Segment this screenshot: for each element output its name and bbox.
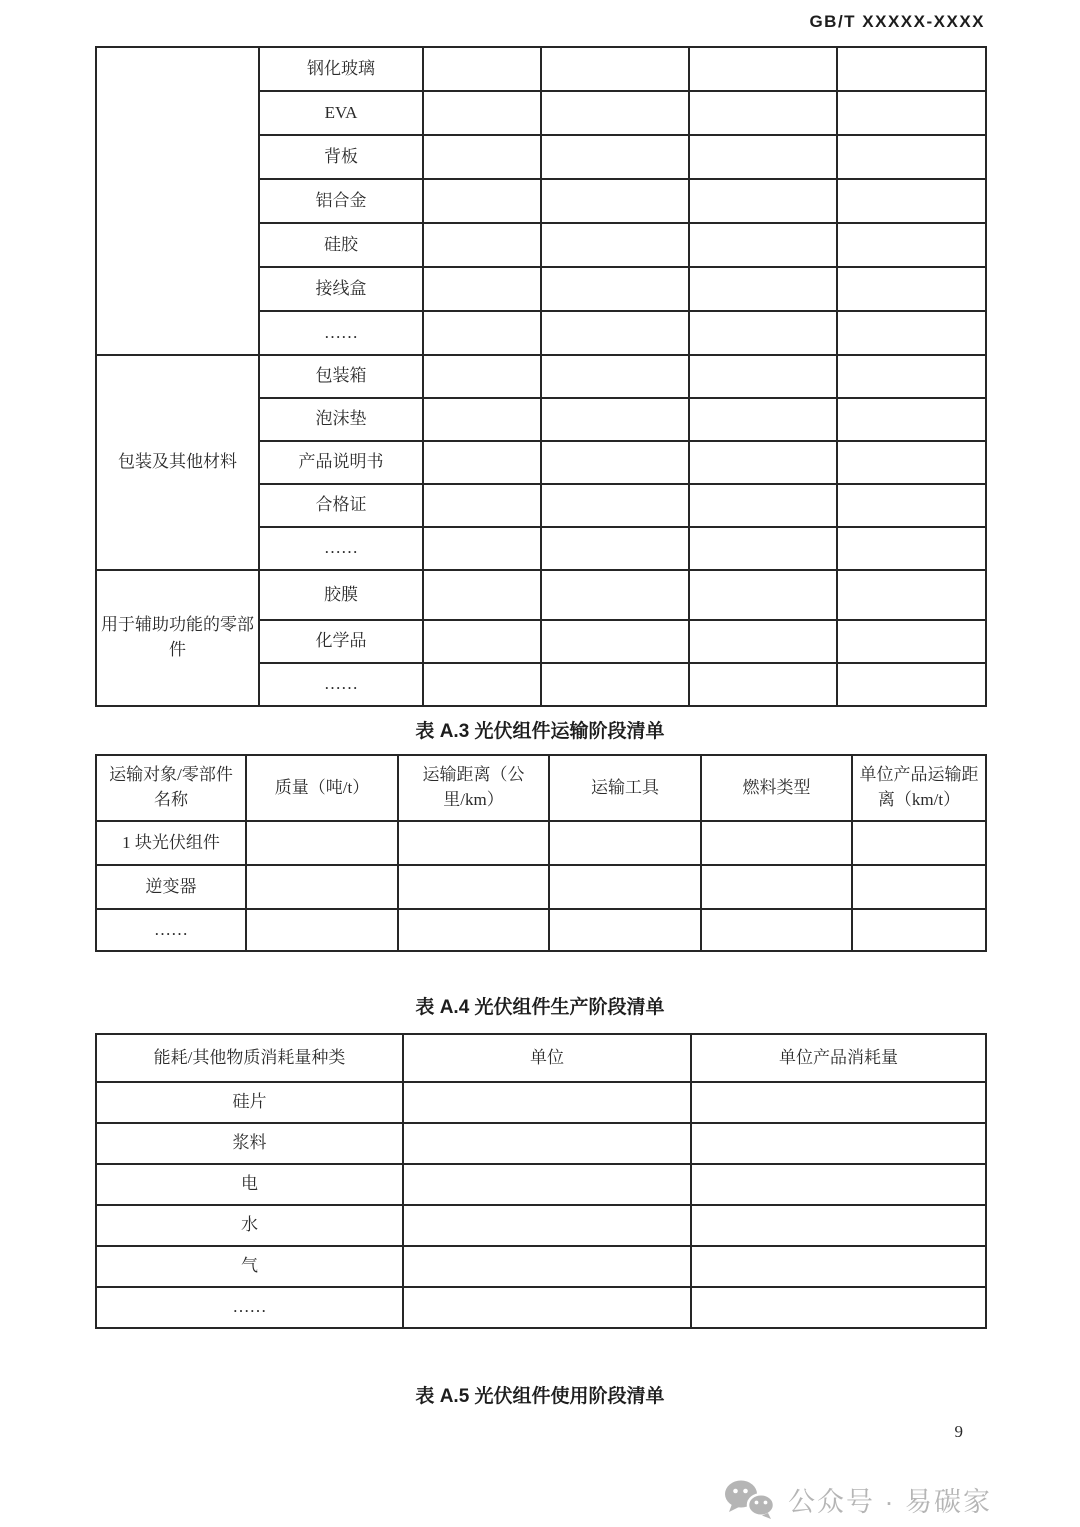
empty-cell	[689, 267, 837, 311]
empty-cell	[541, 527, 689, 570]
column-header: 单位	[403, 1034, 691, 1082]
empty-cell	[837, 398, 986, 441]
empty-cell	[541, 179, 689, 223]
empty-cell	[246, 821, 398, 865]
empty-cell	[852, 865, 986, 909]
empty-cell	[691, 1205, 986, 1246]
wechat-icon	[724, 1479, 776, 1519]
empty-cell	[423, 135, 541, 179]
table-row	[96, 865, 986, 909]
empty-cell	[403, 1205, 691, 1246]
item-cell: ……	[96, 1287, 403, 1328]
empty-cell	[837, 355, 986, 398]
item-cell: 背板	[259, 135, 423, 179]
table-row	[96, 1123, 986, 1164]
item-cell: ……	[259, 527, 423, 570]
item-cell: 泡沫垫	[259, 398, 423, 441]
table-a5-title: 表 A.5 光伏组件使用阶段清单	[415, 1386, 665, 1407]
empty-cell	[701, 909, 852, 951]
empty-cell	[689, 570, 837, 620]
empty-cell	[403, 1287, 691, 1328]
empty-cell	[423, 179, 541, 223]
empty-cell	[403, 1082, 691, 1123]
table-a4-title: 表 A.4 光伏组件生产阶段清单	[415, 997, 665, 1018]
item-cell: 1 块光伏组件	[96, 821, 246, 865]
empty-cell	[837, 620, 986, 663]
item-cell: 铝合金	[259, 179, 423, 223]
table-row	[96, 1287, 986, 1328]
empty-cell	[423, 398, 541, 441]
empty-cell	[689, 311, 837, 355]
empty-cell	[403, 1123, 691, 1164]
empty-cell	[691, 1123, 986, 1164]
empty-cell	[541, 267, 689, 311]
empty-cell	[837, 179, 986, 223]
empty-cell	[837, 267, 986, 311]
empty-cell	[689, 91, 837, 135]
empty-cell	[689, 355, 837, 398]
column-header: 质量（吨/t）	[246, 755, 398, 821]
empty-cell	[691, 1287, 986, 1328]
column-header: 燃料类型	[701, 755, 852, 821]
empty-cell	[837, 311, 986, 355]
empty-cell	[852, 821, 986, 865]
empty-cell	[246, 865, 398, 909]
item-cell: ……	[259, 663, 423, 706]
empty-cell	[423, 355, 541, 398]
item-cell: 电	[96, 1164, 403, 1205]
empty-cell	[398, 821, 549, 865]
watermark	[724, 1479, 992, 1519]
empty-cell	[837, 441, 986, 484]
empty-cell	[541, 355, 689, 398]
empty-cell	[689, 398, 837, 441]
empty-cell	[541, 135, 689, 179]
table-row	[96, 821, 986, 865]
empty-cell	[837, 135, 986, 179]
empty-cell	[541, 91, 689, 135]
empty-cell	[423, 663, 541, 706]
empty-cell	[423, 527, 541, 570]
empty-cell	[423, 267, 541, 311]
empty-cell	[852, 909, 986, 951]
item-cell: ……	[259, 311, 423, 355]
table-row	[96, 1082, 986, 1123]
empty-cell	[837, 223, 986, 267]
empty-cell	[403, 1246, 691, 1287]
empty-cell	[549, 821, 701, 865]
item-cell: 逆变器	[96, 865, 246, 909]
empty-cell	[689, 135, 837, 179]
empty-cell	[691, 1246, 986, 1287]
item-cell: 浆料	[96, 1123, 403, 1164]
table-row	[96, 355, 986, 398]
empty-cell	[689, 663, 837, 706]
empty-cell	[689, 484, 837, 527]
group-label-cell: 包装及其他材料	[96, 355, 259, 570]
empty-cell	[541, 441, 689, 484]
transport-stage-table	[95, 754, 987, 952]
table-row	[96, 909, 986, 951]
item-cell: 气	[96, 1246, 403, 1287]
empty-cell	[541, 663, 689, 706]
empty-cell	[423, 91, 541, 135]
column-header: 单位产品消耗量	[691, 1034, 986, 1082]
empty-cell	[541, 570, 689, 620]
table-row	[96, 570, 986, 620]
item-cell: EVA	[259, 91, 423, 135]
empty-cell	[689, 527, 837, 570]
item-cell: 钢化玻璃	[259, 47, 423, 91]
empty-cell	[246, 909, 398, 951]
item-cell: 包装箱	[259, 355, 423, 398]
column-header: 单位产品运输距离（km/t）	[852, 755, 986, 821]
empty-cell	[423, 311, 541, 355]
empty-cell	[689, 620, 837, 663]
table-header-row	[96, 1034, 986, 1082]
item-cell: 胶膜	[259, 570, 423, 620]
empty-cell	[403, 1164, 691, 1205]
watermark-text: 公众号 · 易碳家	[788, 1486, 992, 1517]
empty-cell	[549, 865, 701, 909]
item-cell: 硅片	[96, 1082, 403, 1123]
empty-cell	[541, 398, 689, 441]
table-row	[96, 47, 986, 91]
empty-cell	[541, 484, 689, 527]
item-cell: 硅胶	[259, 223, 423, 267]
standard-number-header: GB/T XXXXX-XXXX	[809, 12, 985, 31]
empty-cell	[837, 47, 986, 91]
empty-cell	[689, 223, 837, 267]
item-cell: 合格证	[259, 484, 423, 527]
column-header: 运输对象/零部件名称	[96, 755, 246, 821]
empty-cell	[541, 311, 689, 355]
column-header: 运输工具	[549, 755, 701, 821]
empty-cell	[398, 865, 549, 909]
empty-cell	[423, 620, 541, 663]
empty-cell	[549, 909, 701, 951]
group-label-cell: 用于辅助功能的零部件	[96, 570, 259, 706]
empty-cell	[541, 47, 689, 91]
empty-cell	[423, 570, 541, 620]
empty-cell	[689, 47, 837, 91]
table-row	[96, 1205, 986, 1246]
empty-cell	[423, 484, 541, 527]
empty-cell	[837, 484, 986, 527]
empty-cell	[837, 663, 986, 706]
empty-cell	[691, 1164, 986, 1205]
column-header: 运输距离（公里/km）	[398, 755, 549, 821]
empty-cell	[689, 179, 837, 223]
empty-cell	[691, 1082, 986, 1123]
empty-cell	[423, 47, 541, 91]
table-a3-title: 表 A.3 光伏组件运输阶段清单	[415, 721, 665, 742]
table-header-row	[96, 755, 986, 821]
item-cell: 化学品	[259, 620, 423, 663]
empty-cell	[541, 223, 689, 267]
item-cell: 水	[96, 1205, 403, 1246]
empty-cell	[701, 821, 852, 865]
materials-inventory-table	[95, 46, 987, 707]
empty-cell	[423, 441, 541, 484]
empty-cell	[701, 865, 852, 909]
production-stage-table	[95, 1033, 987, 1329]
empty-cell	[837, 570, 986, 620]
merged-label-cell-empty	[96, 47, 259, 355]
empty-cell	[837, 527, 986, 570]
empty-cell	[541, 620, 689, 663]
empty-cell	[398, 909, 549, 951]
column-header: 能耗/其他物质消耗量种类	[96, 1034, 403, 1082]
empty-cell	[689, 441, 837, 484]
table-row	[96, 1164, 986, 1205]
item-cell: ……	[96, 909, 246, 951]
empty-cell	[423, 223, 541, 267]
page-number: 9	[954, 1422, 963, 1441]
item-cell: 接线盒	[259, 267, 423, 311]
item-cell: 产品说明书	[259, 441, 423, 484]
table-row	[96, 1246, 986, 1287]
empty-cell	[837, 91, 986, 135]
